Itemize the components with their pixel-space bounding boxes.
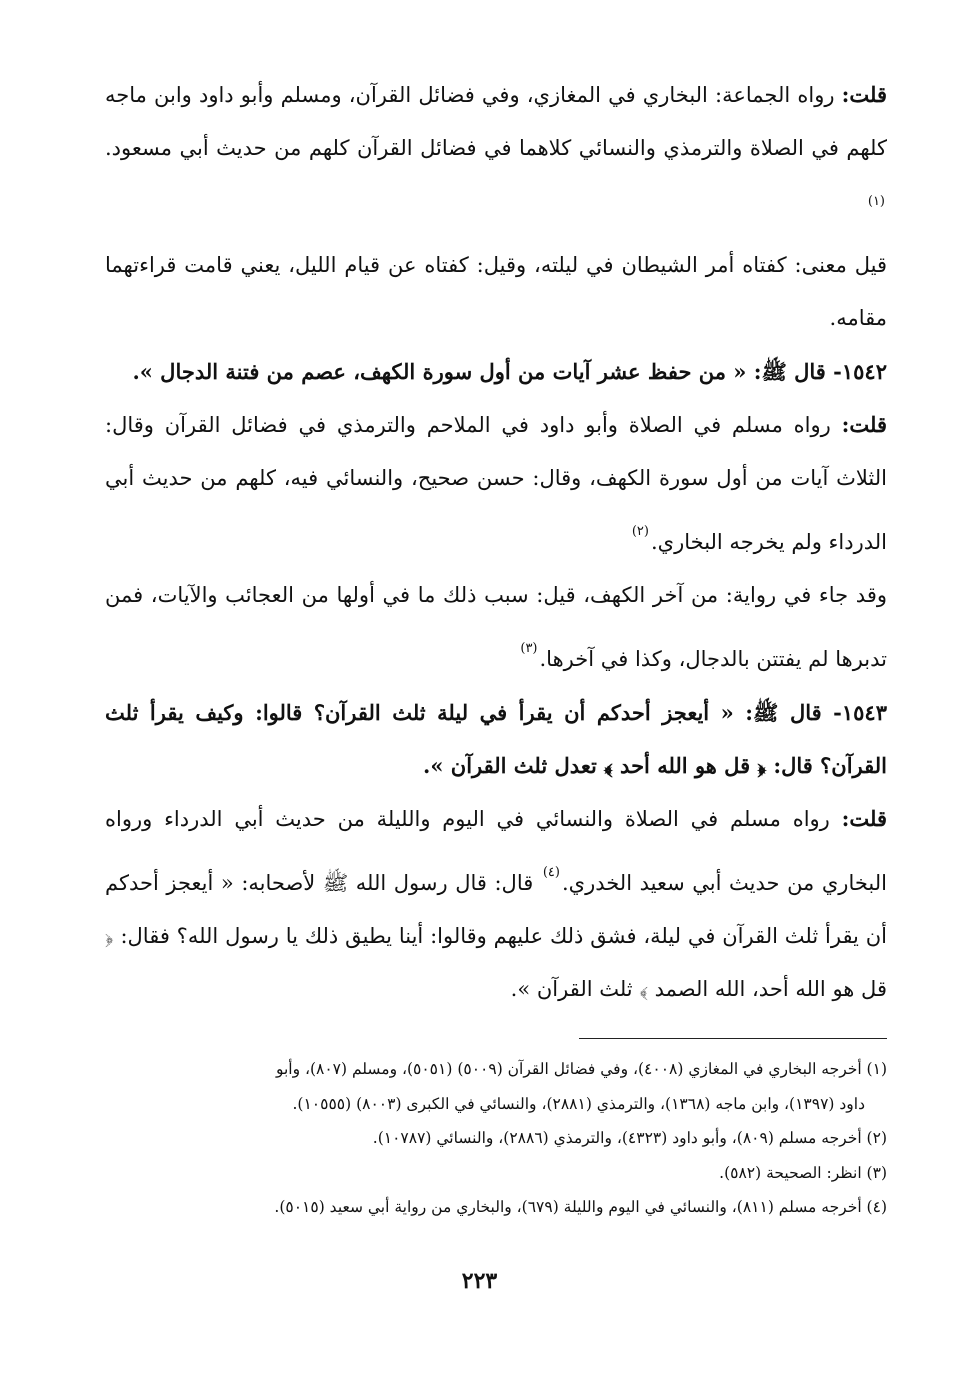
hadith-1542 [105,345,887,398]
footnote-1 [105,1052,887,1087]
footnote-ref-2[interactable]: (٢) [631,524,649,539]
paragraph-takhrij-1 [105,68,887,239]
footnote-2 [105,1121,887,1156]
footnote-text: (١) أخرجه البخاري في المغازي (٤٠٠٨)، وفي فضائل القرآن (٥٠٠٩) (٥٠٥١)، ومسلم (٨٠٧)، وأبو [275,1060,887,1078]
footnote-text: داود (١٣٩٧)، وابن ماجه (١٣٦٨)، والترمذي (٢٨٨١)، والنسائي في الكبرى (٨٠٠٣) (١٠٥٥٥). [292,1094,865,1113]
footnote-text: (٤) أخرجه مسلم (٨١١)، والنسائي في اليوم والليلة (٦٧٩)، والبخاري من رواية أبي سعيد (٥٠١٥). [274,1198,887,1216]
footnote-text: (٣) انظر: الصحيحة (٥٨٢). [719,1163,887,1182]
qultu-label: قلت: [841,412,887,437]
footnotes [105,1052,887,1225]
paragraph-text: قال: قال رسول الله ﷺ لأصحابه: « أيعجز أحدكم أن يقرأ ثلث القرآن في ليلة، فشق ذلك عليهم وقالوا: أينا يطيق ذلك يا رسول الله؟ فقال: ﴿ قل هو الله أحد، الله الصمد ﴾ ثلث القرآن ». [105,871,887,1001]
paragraph-takhrij-2 [105,398,887,569]
paragraph-explanation [105,239,887,345]
hadith-1543 [105,686,887,792]
footnote-1-continuation [105,1087,887,1122]
hadith-text: ١٥٤٢- قال ﷺ: « من حفظ عشر آيات من أول سورة الكهف، عصم من فتنة الدجال ». [132,359,887,384]
page-number: ٢٢٣ [461,1268,498,1294]
hadith-text: ١٥٤٣- قال ﷺ: « أيعجز أحدكم أن يقرأ في ليلة ثلث القرآن؟ قالوا: وكيف يقرأ ثلث القرآن؟ قال: ﴿ قل هو الله أحد ﴾ تعدل ثلث القرآن ». [105,700,887,778]
footnote-ref-3[interactable]: (٣) [520,641,538,656]
paragraph-riwaya [105,569,887,686]
qultu-label: قلت: [841,806,887,831]
paragraph-takhrij-3 [105,792,887,1016]
qultu-label: قلت: [841,82,887,107]
footnote-ref-4[interactable]: (٤) [542,865,560,880]
footnote-ref-1[interactable]: (١) [867,194,885,209]
footnote-separator [579,1038,887,1039]
footnote-text: (٢) أخرجه مسلم (٨٠٩)، وأبو داود (٤٣٢٣)، والترمذي (٢٨٨٦)، والنسائي (١٠٧٨٧). [372,1129,887,1147]
paragraph-text: قيل معنى: كفتاه أمر الشيطان في ليلته، وقيل: كفتاه عن قيام الليل، يعني قامت قراءتهما مقامه. [105,253,887,330]
paragraph-text: رواه الجماعة: البخاري في المغازي، وفي فضائل القرآن، ومسلم وأبو داود وابن ماجه كلهم في الصلاة والترمذي والنسائي كلاهما في فضائل القرآن كلهم من حديث أبي مسعود. [105,83,887,160]
paragraph-text: وقد جاء في رواية: من آخر الكهف، قيل: سبب ذلك ما في أولها من العجائب والآيات، فمن تدبرها لم يفتتن بالدجال، وكذا في آخرها. [105,583,887,671]
footnote-4 [105,1190,887,1225]
paragraph-text: رواه مسلم في الصلاة وأبو داود في الملاحم والترمذي في فضائل القرآن وقال: الثلاث آيات من أول سورة الكهف، وقال: حسن صحيح، والنسائي فيه، كلهم من حديث أبي الدرداء ولم يخرجه البخاري. [105,413,887,554]
paragraph-text: رواه مسلم في الصلاة والنسائي في اليوم والليلة من حديث أبي الدرداء ورواه البخاري من حديث أبي سعيد الخدري. [105,807,887,895]
footnote-3 [105,1156,887,1191]
